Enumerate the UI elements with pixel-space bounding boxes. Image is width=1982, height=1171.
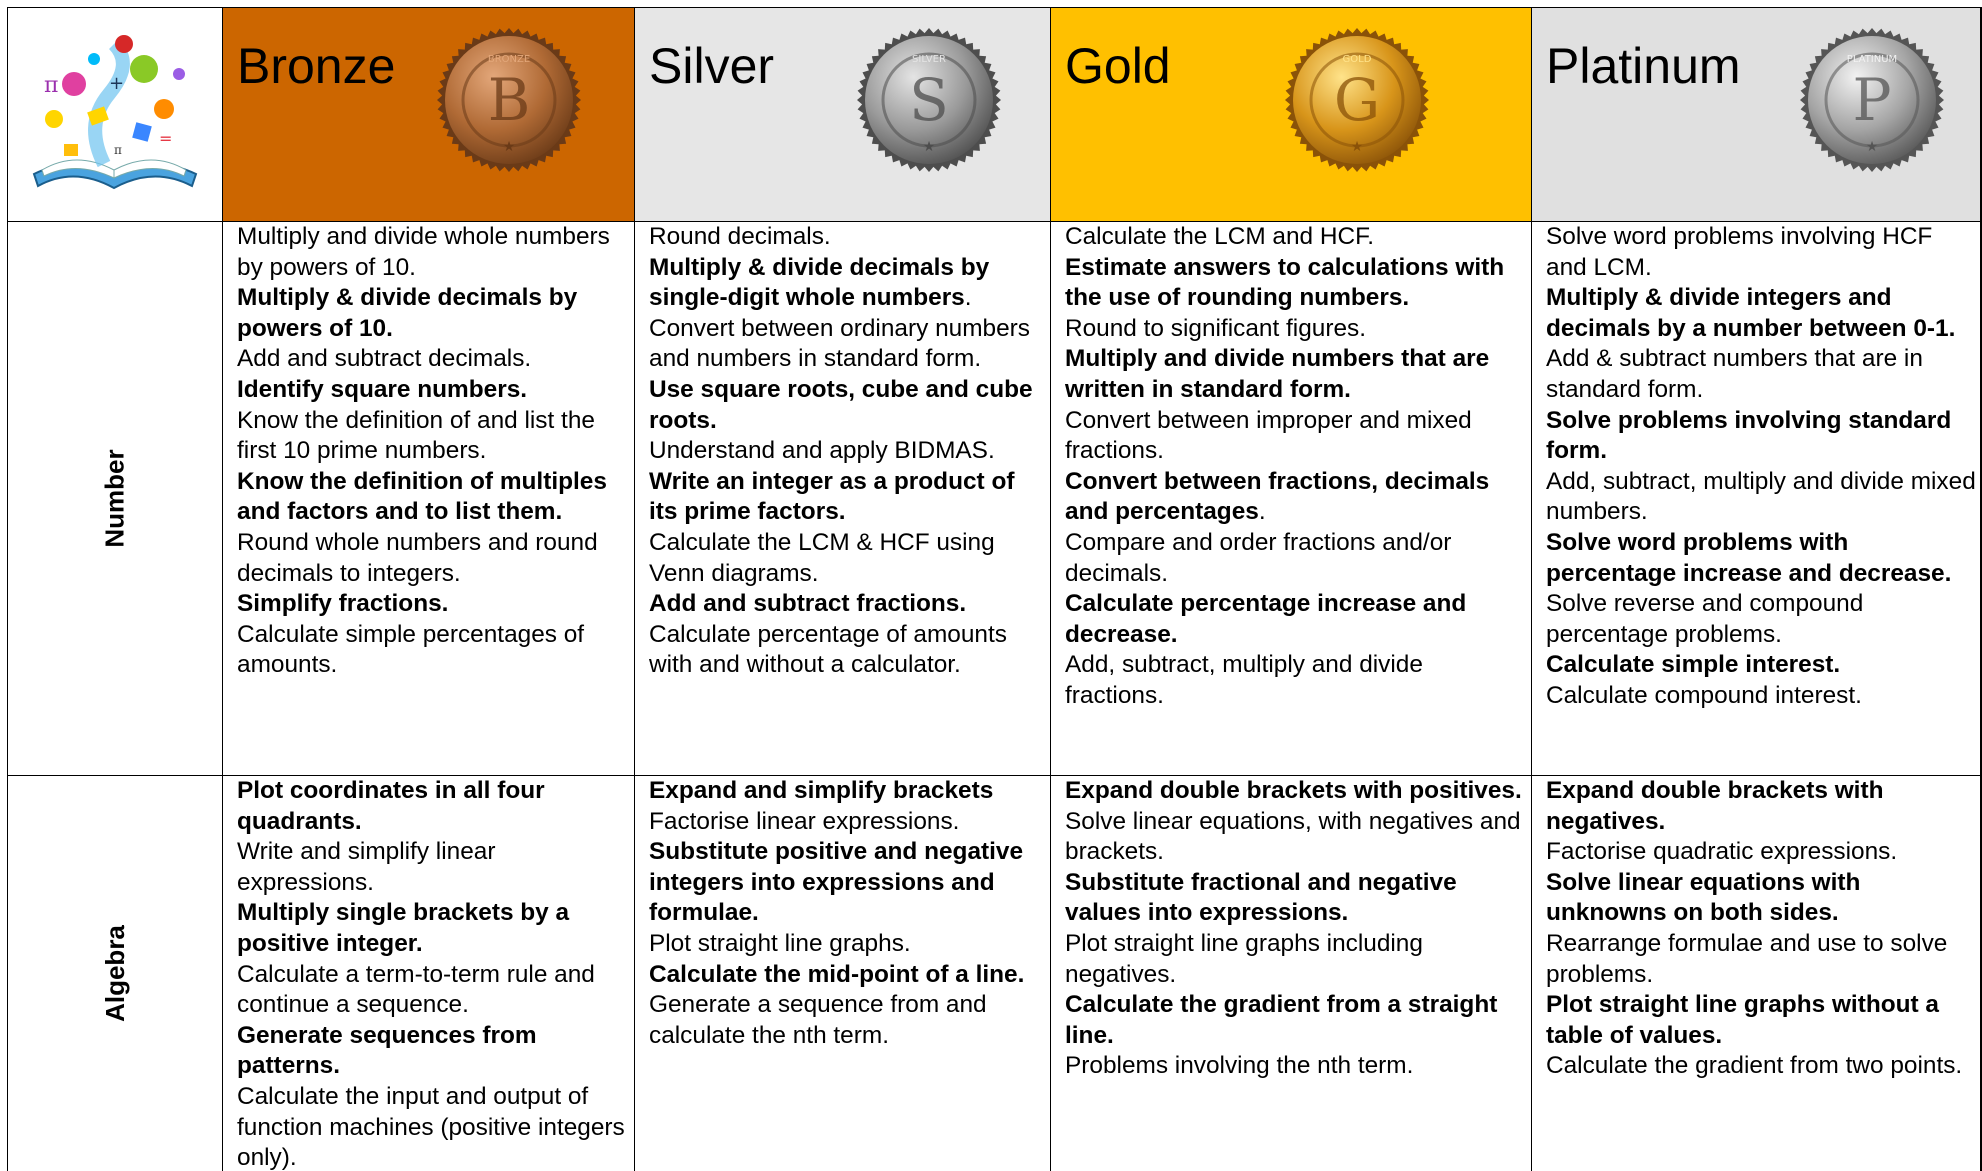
objective-item: Compare and order fractions and/or decimals.: [1065, 528, 1452, 587]
silver-medal-icon: [855, 26, 1003, 179]
objective-item: Rearrange formulae and use to solve problems.: [1546, 929, 1948, 988]
tier-header-gold: [1050, 7, 1531, 221]
objective-item: Identify square numbers.: [237, 375, 528, 403]
objective-item: Plot straight line graphs.: [649, 929, 911, 957]
tier-header-bronze: [222, 7, 634, 221]
objective-item: Add and subtract fractions.: [649, 590, 967, 618]
objective-item: Substitute fractional and negative values into expressions.: [1065, 868, 1457, 927]
bronze-medal-icon: [435, 26, 583, 179]
objective-item: Calculate simple percentages of amounts.: [237, 620, 585, 679]
objective-item: Solve linear equations with unknowns on both sides.: [1546, 868, 1861, 927]
svg-text:GOLD: GOLD: [1342, 54, 1372, 65]
objective-item: Plot straight line graphs without a table of values.: [1546, 991, 1939, 1049]
objective-text: .: [964, 284, 972, 312]
algebra-platinum-cell: [1531, 775, 1982, 1171]
objective-item: Round whole numbers and round decimals to integers.: [237, 528, 598, 587]
objective-item: Use square roots, cube and cube roots.: [649, 375, 1033, 434]
objective-item: Calculate the gradient from two points.: [1546, 1052, 1963, 1080]
row-label-number: [7, 221, 222, 775]
objective-item: Factorise linear expressions.: [649, 807, 960, 835]
objective-item: Add & subtract numbers that are in standard form.: [1546, 345, 1923, 403]
number-platinum-cell: [1531, 221, 1982, 775]
objective-item: Estimate answers to calculations with the use of rounding numbers.: [1065, 253, 1505, 312]
objective-item: Understand and apply BIDMAS.: [649, 437, 995, 465]
row-label-algebra: [7, 775, 222, 1171]
tier-title: Bronze: [237, 38, 396, 94]
objective-item: Solve reverse and compound percentage problems.: [1546, 590, 1864, 648]
objective-item: Solve word problems with percentage increase and decrease.: [1546, 528, 1952, 587]
objective-item: Know the definition of and list the first 10 prime numbers.: [237, 406, 595, 465]
svg-text:SILVER: SILVER: [912, 54, 946, 65]
objective-item: Calculate percentage of amounts with and without a calculator.: [649, 620, 1007, 679]
objective-item: Plot coordinates in all four quadrants.: [237, 777, 545, 835]
objective-item: Calculate compound interest.: [1546, 681, 1862, 709]
tier-title: Platinum: [1546, 38, 1741, 94]
objective-item: Multiply and divide numbers that are written in standard form.: [1065, 345, 1490, 403]
objective-item: Calculate a term-to-term rule and continue a sequence.: [237, 960, 595, 1019]
objective-text: Multiply & divide decimals by single-digit whole numbers: [649, 253, 990, 312]
objective-item: Substitute positive and negative integers into expressions and formulae.: [649, 838, 1024, 927]
svg-text:=: =: [159, 129, 173, 148]
objective-item: Calculate simple interest.: [1546, 651, 1841, 679]
objective-item: [649, 253, 1044, 314]
objective-item: Plot straight line graphs including negatives.: [1065, 929, 1423, 988]
gold-medal-icon: [1283, 26, 1431, 179]
objective-item: Expand and simplify brackets: [649, 777, 994, 804]
svg-text:★: ★: [922, 138, 936, 154]
objective-text: .: [1258, 498, 1266, 526]
objective-item: Multiply single brackets by a positive integer.: [237, 899, 570, 957]
objective-item: Simplify fractions.: [237, 590, 449, 618]
tier-header-silver: [634, 7, 1050, 221]
objective-item: Multiply and divide whole numbers by powers of 10.: [237, 223, 610, 281]
objective-item: Solve problems involving standard form.: [1546, 406, 1952, 465]
row-label-text: Algebra: [99, 925, 130, 1022]
logo-cell: [7, 7, 222, 221]
objective-item: Add, subtract, multiply and divide mixed numbers.: [1546, 467, 1976, 526]
number-gold-cell: [1050, 221, 1531, 775]
objective-item: Multiply & divide decimals by powers of 10.: [237, 284, 578, 342]
svg-text:G: G: [1333, 66, 1381, 134]
objective-item: Round decimals.: [649, 223, 831, 250]
number-bronze-cell: [222, 221, 634, 775]
svg-text:S: S: [909, 66, 949, 134]
svg-text:★: ★: [502, 138, 516, 154]
objective-item: Expand double brackets with negatives.: [1546, 777, 1884, 835]
tier-header-platinum: [1531, 7, 1982, 221]
svg-text:★: ★: [1350, 138, 1364, 154]
algebra-silver-cell: [634, 775, 1050, 1171]
objective-item: Factorise quadratic expressions.: [1546, 838, 1898, 866]
tier-title: Gold: [1065, 38, 1171, 94]
objective-item: Write and simplify linear expressions.: [237, 838, 496, 896]
objective-item: Calculate the mid-point of a line.: [649, 960, 1025, 988]
svg-text:+: +: [109, 73, 125, 94]
objective-item: Calculate the LCM and HCF.: [1065, 223, 1375, 250]
objective-item: Calculate percentage increase and decrease.: [1065, 590, 1467, 648]
objective-item: Solve linear equations, with negatives and brackets.: [1065, 807, 1521, 866]
svg-text:B: B: [487, 66, 531, 134]
objective-item: [1065, 467, 1525, 528]
svg-text:π: π: [44, 73, 59, 98]
svg-text:P: P: [1852, 66, 1892, 134]
objective-item: Convert between ordinary numbers and numbers in standard form.: [649, 314, 1030, 373]
number-silver-cell: [634, 221, 1050, 775]
objective-text: Convert between fractions, decimals and percentages: [1065, 467, 1490, 526]
objective-item: Expand double brackets with positives.: [1065, 777, 1522, 804]
svg-text:π: π: [114, 143, 122, 157]
objective-item: Convert between improper and mixed fractions.: [1065, 406, 1472, 465]
objective-item: Generate sequences from patterns.: [237, 1021, 537, 1080]
objective-item: Multiply & divide integers and decimals by a number between 0-1.: [1546, 284, 1956, 342]
algebra-gold-cell: [1050, 775, 1531, 1171]
objective-item: Know the definition of multiples and factors and to list them.: [237, 467, 607, 526]
objective-item: Add, subtract, multiply and divide fractions.: [1065, 651, 1423, 709]
algebra-bronze-cell: [222, 775, 634, 1171]
objective-item: Add and subtract decimals.: [237, 345, 532, 373]
curriculum-table: [7, 7, 1982, 1171]
objective-item: Problems involving the nth term.: [1065, 1052, 1414, 1080]
platinum-medal-icon: [1798, 26, 1946, 179]
maths-book-icon: [14, 14, 214, 214]
objective-item: Solve word problems involving HCF and LCM.: [1546, 223, 1933, 281]
svg-text:BRONZE: BRONZE: [487, 54, 531, 65]
objective-item: Write an integer as a product of its prime factors.: [649, 467, 1015, 526]
objective-item: Calculate the gradient from a straight line.: [1065, 991, 1498, 1049]
objective-item: Generate a sequence from and calculate the nth term.: [649, 991, 987, 1049]
svg-text:PLATINUM: PLATINUM: [1846, 54, 1898, 65]
svg-text:★: ★: [1865, 138, 1879, 154]
tier-title: Silver: [649, 38, 775, 94]
objective-item: Calculate the LCM & HCF using Venn diagrams.: [649, 528, 995, 587]
row-label-text: Number: [99, 449, 130, 548]
objective-item: Round to significant figures.: [1065, 314, 1366, 342]
objective-item: Calculate the input and output of function machines (positive integers only).: [237, 1082, 625, 1171]
